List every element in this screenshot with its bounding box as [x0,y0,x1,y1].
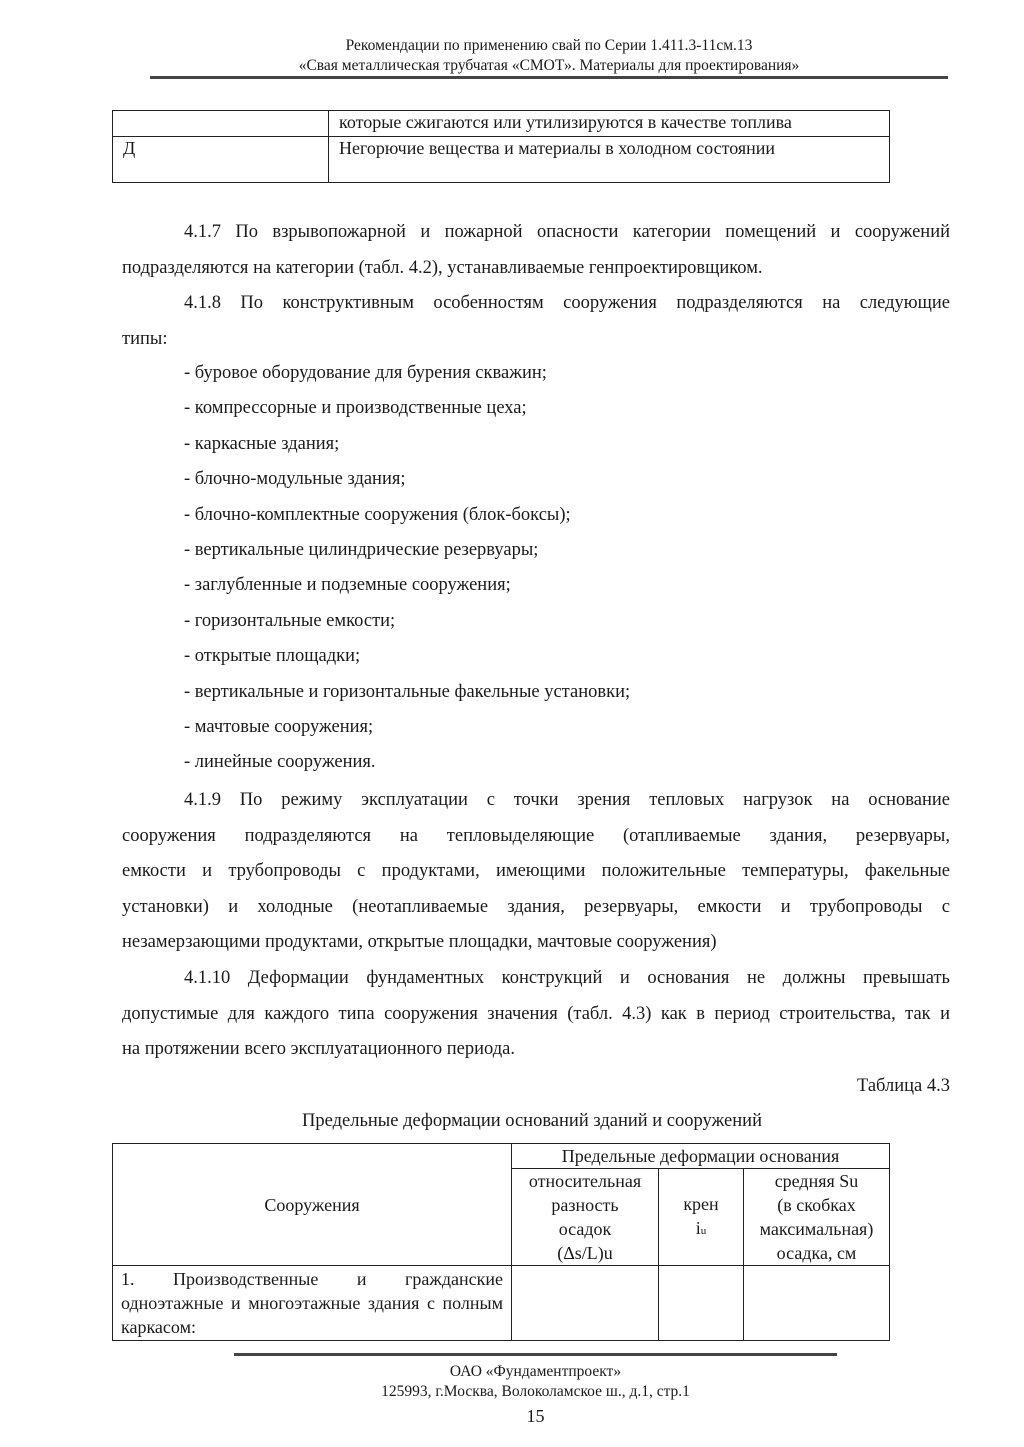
table-header-row [113,1144,890,1169]
average-cell [744,1266,890,1341]
description-cell: Негорючие вещества и материалы в холодном состоянии [329,137,890,183]
p419-line-5: незамерзающими продуктами, открытые площадки, мачтовые сооружения) [122,932,717,952]
page-header [150,36,948,76]
table-label: Таблица 4.3 [857,1076,950,1096]
list-item: - каркасные здания; [184,433,340,454]
header-group: Предельные деформации основания [512,1144,890,1169]
p418-line-2: типы: [122,328,168,349]
paragraph-4-1-10 [122,961,950,1068]
p418-line-1: 4.1.8 По конструктивным особенностям сооружения подразделяются на следующие [184,293,950,313]
p419-line-1: 4.1.9 По режиму эксплуатации с точки зрения тепловых нагрузок на основание [184,790,950,810]
header-average: средняя Su (в скобках максимальная) осадка, см [744,1169,890,1266]
category-cell [113,111,329,137]
p417-line-2: подразделяются на категории (табл. 4.2), устанавливаемые генпроектировщиком. [122,257,763,278]
description-cell: которые сжигаются или утилизируются в качестве топлива [329,111,890,137]
p417-line-1: 4.1.7 По взрывопожарной и пожарной опасности категории помещений и сооружений [184,222,950,242]
list-item: - мачтовые сооружения; [184,717,374,738]
structure-types-list [184,356,630,781]
tilt-cell [659,1266,744,1341]
structure-cell: 1. Производственные и гражданские одноэтажные и многоэтажные здания с полным каркасом: [113,1266,512,1341]
page-footer [234,1362,837,1402]
header-relative: относительная разность осадок (Δs/L)u [512,1169,659,1266]
table-row [113,111,890,137]
p4110-line-1: 4.1.10 Деформации фундаментных конструкций и основания не должны превышать [184,968,950,988]
table-row [113,137,890,183]
category-table [112,110,890,183]
table-title: Предельные деформации оснований зданий и сооружений [302,1111,762,1131]
paragraph-4-1-7 [122,215,950,286]
page-number: 15 [526,1406,545,1426]
list-item: - блочно-комплектные сооружения (блок-боксы); [184,504,571,525]
list-item: - компрессорные и производственные цеха; [184,398,527,419]
table-row [113,1266,890,1341]
header-tilt: крен iu [659,1169,744,1266]
footer-address: 125993, г.Москва, Волоколамское ш., д.1, стр.1 [381,1383,690,1400]
paragraph-4-1-9 [122,783,950,961]
p419-line-2: сооружения подразделяются на тепловыделяющие (отапливаемые здания, резервуары, [122,825,950,846]
p419-line-3: емкости и трубопроводы с продуктами, имеющими положительные температуры, факельные [122,861,950,881]
list-item: - линейные сооружения. [184,752,376,773]
header-rule [150,76,948,79]
p4110-line-3: на протяжении всего эксплуатационного периода. [122,1039,515,1059]
deformation-table [112,1143,890,1341]
header-structures: Сооружения [113,1144,512,1266]
header-line-1: Рекомендации по применению свай по Серии 1.411.3-11см.13 [345,37,753,54]
footer-rule [234,1353,837,1356]
list-item: - заглубленные и подземные сооружения; [184,575,511,596]
list-item: - блочно-модульные здания; [184,469,406,490]
footer-org: ОАО «Фундаментпроект» [449,1363,622,1380]
relative-cell [512,1266,659,1341]
category-cell: Д [113,137,329,183]
list-item: - буровое оборудование для бурения скважин; [184,363,547,383]
list-item: - горизонтальные емкости; [184,610,396,631]
header-line-2: «Свая металлическая трубчатая «СМОТ». Материалы для проектирования» [298,57,800,74]
list-item: - открытые площадки; [184,646,361,667]
p419-line-4: установки) и холодные (неотапливаемые здания, резервуары, емкости и трубопроводы с [122,896,950,917]
paragraph-4-1-8 [122,286,950,357]
p4110-line-2: допустимые для каждого типа сооружения значения (табл. 4.3) как в период строительства, так и [122,1003,950,1024]
list-item: - вертикальные и горизонтальные факельные установки; [184,681,631,702]
list-item: - вертикальные цилиндрические резервуары; [184,540,539,561]
